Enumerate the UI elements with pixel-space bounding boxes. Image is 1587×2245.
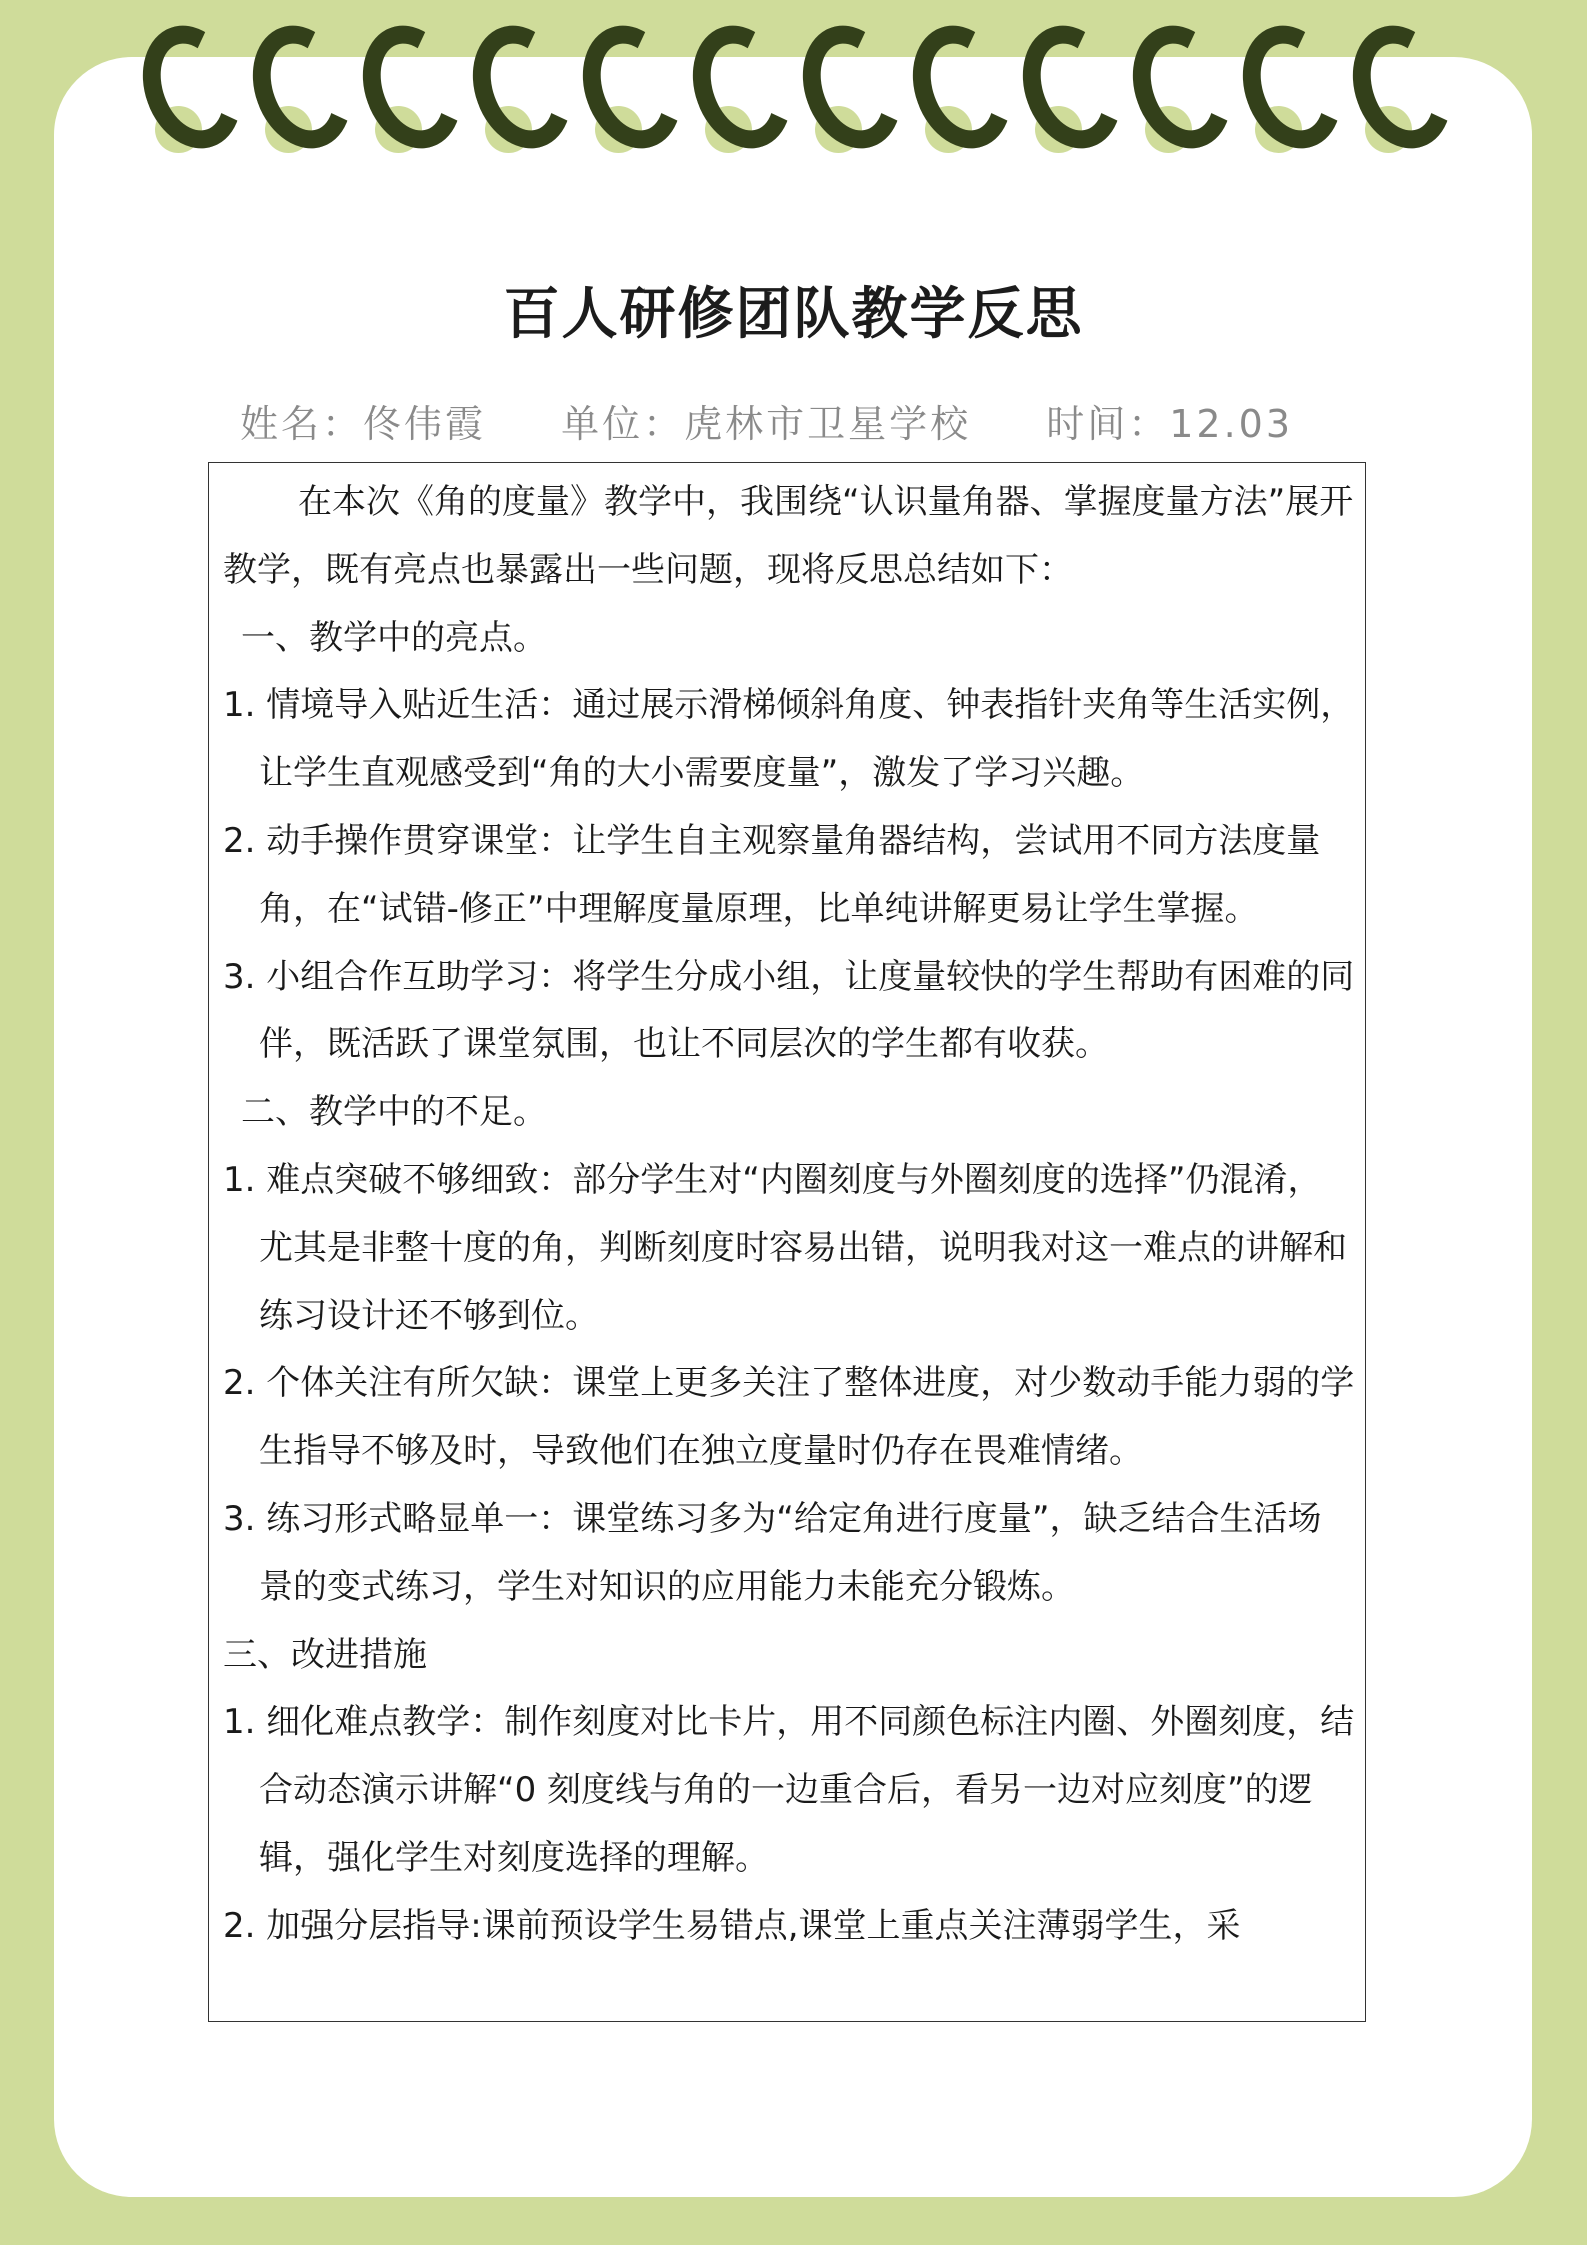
list-item: 1. 难点突破不够细致：部分学生对“内圈刻度与外圈刻度的选择”仍混淆，尤其是非整十度的角，判断刻度时容易出错，说明我对这一难点的讲解和练习设计还不够到位。 — [223, 1159, 1347, 1336]
list-item: 3. 小组合作互助学习：将学生分成小组，让度量较快的学生帮助有困难的同伴，既活跃了课堂氛围，也让不同层次的学生都有收获。 — [223, 956, 1355, 1065]
list-item: 2. 个体关注有所欠缺：课堂上更多关注了整体进度，对少数动手能力弱的学生指导不够及时，导致他们在独立度量时仍存在畏难情绪。 — [223, 1363, 1355, 1472]
binder-ring — [585, 24, 693, 157]
section-heading-highlights: 一、教学中的亮点。 — [241, 617, 547, 658]
reflection-text-box — [208, 462, 1366, 2022]
binder-ring — [805, 24, 913, 157]
binder-ring — [695, 24, 803, 157]
author-unit: 单位：虎林市卫星学校 — [561, 402, 972, 446]
intro-paragraph: 在本次《角的度量》教学中，我围绕“认识量角器、掌握度量方法”展开教学，既有亮点也暴露出一些问题，现将反思总结如下： — [223, 482, 1354, 590]
binder-ring — [255, 24, 363, 157]
list-item: 3. 练习形式略显单一：课堂练习多为“给定角进行度量”，缺乏结合生活场景的变式练习，学生对知识的应用能力未能充分锻炼。 — [223, 1498, 1322, 1607]
author-name: 姓名：佟伟霞 — [240, 402, 487, 446]
binder-ring — [475, 24, 583, 157]
binder-ring — [1245, 24, 1353, 157]
section-heading-shortcomings: 二、教学中的不足。 — [241, 1092, 547, 1133]
page-title: 百人研修团队教学反思 — [503, 281, 1084, 347]
binder-ring — [145, 24, 253, 157]
list-item: 2. 加强分层指导:课前预设学生易错点,课堂上重点关注薄弱学生，采 — [223, 1905, 1241, 1946]
list-item: 2. 动手操作贯穿课堂：让学生自主观察量角器结构，尝试用不同方法度量角，在“试错-修正”中理解度量原理，比单纯讲解更易让学生掌握。 — [223, 820, 1321, 929]
binder-ring — [1355, 24, 1463, 157]
binder-ring — [1135, 24, 1243, 157]
binder-ring — [915, 24, 1023, 157]
section-heading-improvements: 三、改进措施 — [223, 1634, 427, 1675]
author-info — [240, 393, 1353, 448]
date: 时间：12.03 — [1046, 402, 1294, 446]
binder-ring — [1025, 24, 1133, 157]
binder-ring — [365, 24, 473, 157]
list-item: 1. 细化难点教学：制作刻度对比卡片，用不同颜色标注内圈、外圈刻度，结合动态演示讲解“0 刻度线与角的一边重合后，看另一边对应刻度”的逻辑，强化学生对刻度选择的理解。 — [223, 1702, 1355, 1878]
binder-rings — [0, 0, 1587, 170]
list-item: 1. 情境导入贴近生活：通过展示滑梯倾斜角度、钟表指针夹角等生活实例，让学生直观感受到“角的大小需要度量”，激发了学习兴趣。 — [223, 685, 1355, 794]
